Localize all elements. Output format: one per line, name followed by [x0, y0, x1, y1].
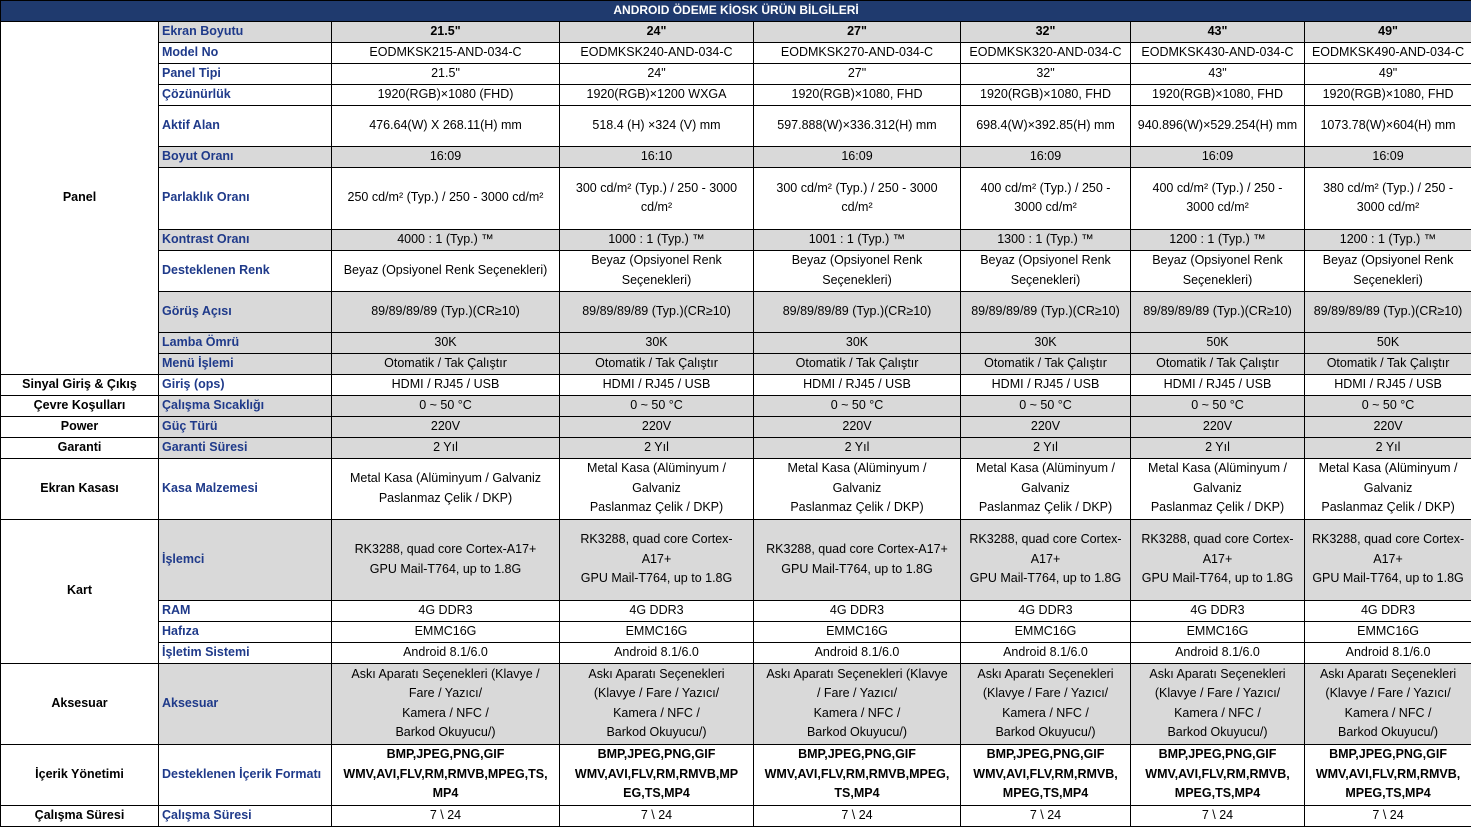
table-row [1, 374, 1471, 395]
spec-value: Otomatik / Tak Çalıştır [1305, 353, 1471, 374]
spec-value: 1200 : 1 (Typ.) ™ [1131, 229, 1305, 250]
spec-value: EODMKSK270-AND-034-C [754, 42, 961, 63]
row-label: Aksesuar [159, 663, 332, 744]
spec-value: 16:09 [754, 146, 961, 167]
spec-value: Askı Aparatı Seçenekleri (Klavye / Fare / Yazıcı/ Kamera / NFC / Barkod Okuyucu/) [754, 663, 961, 744]
spec-value: 2 Yıl [754, 437, 961, 458]
spec-value: 2 Yıl [560, 437, 754, 458]
spec-value: EMMC16G [961, 621, 1131, 642]
spec-value: 0 ~ 50 °C [560, 395, 754, 416]
spec-value: RK3288, quad core Cortex- A17+ GPU Mail-T764, up to 1.8G [1131, 519, 1305, 600]
spec-value: 4G DDR3 [1305, 600, 1471, 621]
group-warranty: Garanti [1, 437, 159, 458]
spec-value: 220V [754, 416, 961, 437]
spec-value: Otomatik / Tak Çalıştır [754, 353, 961, 374]
spec-value: 16:10 [560, 146, 754, 167]
spec-value: Android 8.1/6.0 [1131, 642, 1305, 663]
row-label: Çalışma Süresi [159, 805, 332, 826]
row-label: İşletim Sistemi [159, 642, 332, 663]
row-label: Kontrast Oranı [159, 229, 332, 250]
spec-value: Metal Kasa (Alüminyum / Galvaniz Paslanmaz Çelik / DKP) [1131, 458, 1305, 519]
spec-value: 89/89/89/89 (Typ.)(CR≥10) [1131, 291, 1305, 332]
row-label: Çözünürlük [159, 84, 332, 105]
spec-value: HDMI / RJ45 / USB [560, 374, 754, 395]
table-row [1, 437, 1471, 458]
spec-value: 0 ~ 50 °C [1305, 395, 1471, 416]
spec-value: EODMKSK490-AND-034-C [1305, 42, 1471, 63]
spec-value: EODMKSK215-AND-034-C [332, 42, 560, 63]
spec-value: Otomatik / Tak Çalıştır [560, 353, 754, 374]
spec-value: 4000 : 1 (Typ.) ™ [332, 229, 560, 250]
spec-value: RK3288, quad core Cortex-A17+ GPU Mail-T764, up to 1.8G [754, 519, 961, 600]
table-row [1, 458, 1471, 519]
table-row [1, 744, 1471, 805]
spec-value: 220V [1305, 416, 1471, 437]
row-label: RAM [159, 600, 332, 621]
spec-value: 7 \ 24 [754, 805, 961, 826]
spec-value: 89/89/89/89 (Typ.)(CR≥10) [560, 291, 754, 332]
table-row [1, 353, 1471, 374]
table-row [1, 332, 1471, 353]
spec-value: 0 ~ 50 °C [961, 395, 1131, 416]
table-row [1, 84, 1471, 105]
spec-value: 250 cd/m² (Typ.) / 250 - 3000 cd/m² [332, 167, 560, 229]
table-row [1, 621, 1471, 642]
spec-value: 1001 : 1 (Typ.) ™ [754, 229, 961, 250]
spec-value: 16:09 [332, 146, 560, 167]
spec-value: Android 8.1/6.0 [961, 642, 1131, 663]
row-label: Boyut Oranı [159, 146, 332, 167]
spec-value: Askı Aparatı Seçenekleri (Klavye / Fare / Yazıcı/ Kamera / NFC / Barkod Okuyucu/) [1305, 663, 1471, 744]
group-io: Sinyal Giriş & Çıkış [1, 374, 159, 395]
row-label: İşlemci [159, 519, 332, 600]
spec-value: BMP,JPEG,PNG,GIF WMV,AVI,FLV,RM,RMVB,MPEG,TS, MP4 [332, 744, 560, 805]
table-row [1, 105, 1471, 146]
spec-value: BMP,JPEG,PNG,GIF WMV,AVI,FLV,RM,RMVB, MPEG,TS,MP4 [1305, 744, 1471, 805]
spec-value: 400 cd/m² (Typ.) / 250 - 3000 cd/m² [1131, 167, 1305, 229]
table-row [1, 250, 1471, 291]
spec-value: 32" [961, 22, 1131, 43]
spec-value: Metal Kasa (Alüminyum / Galvaniz Paslanmaz Çelik / DKP) [560, 458, 754, 519]
spec-value: 300 cd/m² (Typ.) / 250 - 3000 cd/m² [560, 167, 754, 229]
table-row [1, 395, 1471, 416]
group-env: Çevre Koşulları [1, 395, 159, 416]
table-row [1, 416, 1471, 437]
spec-value: 1073.78(W)×604(H) mm [1305, 105, 1471, 146]
spec-value: EODMKSK240-AND-034-C [560, 42, 754, 63]
spec-value: 16:09 [961, 146, 1131, 167]
spec-value: Metal Kasa (Alüminyum / Galvaniz Paslanmaz Çelik / DKP) [961, 458, 1131, 519]
table-row [1, 642, 1471, 663]
spec-value: EODMKSK320-AND-034-C [961, 42, 1131, 63]
spec-value: 32" [961, 63, 1131, 84]
row-label: Lamba Ömrü [159, 332, 332, 353]
group-case: Ekran Kasası [1, 458, 159, 519]
spec-value: 7 \ 24 [1305, 805, 1471, 826]
table-row [1, 291, 1471, 332]
spec-value: Otomatik / Tak Çalıştır [332, 353, 560, 374]
spec-value: Android 8.1/6.0 [1305, 642, 1471, 663]
table-row [1, 663, 1471, 744]
spec-value: EMMC16G [754, 621, 961, 642]
spec-value: 24" [560, 22, 754, 43]
spec-value: 89/89/89/89 (Typ.)(CR≥10) [1305, 291, 1471, 332]
spec-value: 89/89/89/89 (Typ.)(CR≥10) [961, 291, 1131, 332]
spec-value: Otomatik / Tak Çalıştır [961, 353, 1131, 374]
spec-value: Beyaz (Opsiyonel Renk Seçenekleri) [961, 250, 1131, 291]
spec-value: BMP,JPEG,PNG,GIF WMV,AVI,FLV,RM,RMVB,MPEG, TS,MP4 [754, 744, 961, 805]
table-row [1, 229, 1471, 250]
spec-value: BMP,JPEG,PNG,GIF WMV,AVI,FLV,RM,RMVB, MPEG,TS,MP4 [1131, 744, 1305, 805]
spec-value: Otomatik / Tak Çalıştır [1131, 353, 1305, 374]
spec-value: 380 cd/m² (Typ.) / 250 - 3000 cd/m² [1305, 167, 1471, 229]
spec-value: EMMC16G [332, 621, 560, 642]
spec-value: 30K [754, 332, 961, 353]
row-label: Çalışma Sıcaklığı [159, 395, 332, 416]
spec-value: Metal Kasa (Alüminyum / Galvaniz Paslanmaz Çelik / DKP) [332, 458, 560, 519]
spec-value: 1920(RGB)×1080, FHD [1305, 84, 1471, 105]
row-label: Panel Tipi [159, 63, 332, 84]
table-row [1, 22, 1471, 43]
spec-value: 27" [754, 63, 961, 84]
row-label: Aktif Alan [159, 105, 332, 146]
spec-value: 220V [560, 416, 754, 437]
spec-value: Beyaz (Opsiyonel Renk Seçenekleri) [332, 250, 560, 291]
spec-value: Metal Kasa (Alüminyum / Galvaniz Paslanmaz Çelik / DKP) [1305, 458, 1471, 519]
group-content: İçerik Yönetimi [1, 744, 159, 805]
spec-value: 1920(RGB)×1080 (FHD) [332, 84, 560, 105]
spec-value: 1000 : 1 (Typ.) ™ [560, 229, 754, 250]
spec-value: 2 Yıl [332, 437, 560, 458]
spec-value: 476.64(W) X 268.11(H) mm [332, 105, 560, 146]
spec-value: 1920(RGB)×1080, FHD [961, 84, 1131, 105]
table-row [1, 146, 1471, 167]
spec-value: 2 Yıl [1131, 437, 1305, 458]
spec-value: 21.5" [332, 63, 560, 84]
spec-value: 30K [961, 332, 1131, 353]
row-label: Parlaklık Oranı [159, 167, 332, 229]
spec-value: 4G DDR3 [332, 600, 560, 621]
spec-value: HDMI / RJ45 / USB [961, 374, 1131, 395]
spec-value: 49" [1305, 63, 1471, 84]
spec-value: Askı Aparatı Seçenekleri (Klavye / Fare / Yazıcı/ Kamera / NFC / Barkod Okuyucu/) [560, 663, 754, 744]
spec-value: HDMI / RJ45 / USB [754, 374, 961, 395]
spec-value: EMMC16G [1131, 621, 1305, 642]
spec-value: Askı Aparatı Seçenekleri (Klavye / Fare / Yazıcı/ Kamera / NFC / Barkod Okuyucu/) [1131, 663, 1305, 744]
title-row [1, 1, 1471, 22]
spec-value: 43" [1131, 63, 1305, 84]
spec-value: 4G DDR3 [1131, 600, 1305, 621]
spec-value: RK3288, quad core Cortex- A17+ GPU Mail-T764, up to 1.8G [961, 519, 1131, 600]
spec-value: 4G DDR3 [754, 600, 961, 621]
row-label: Model No [159, 42, 332, 63]
spec-value: 43" [1131, 22, 1305, 43]
spec-value: RK3288, quad core Cortex-A17+ GPU Mail-T764, up to 1.8G [332, 519, 560, 600]
spec-value: RK3288, quad core Cortex- A17+ GPU Mail-T764, up to 1.8G [560, 519, 754, 600]
spec-value: 16:09 [1305, 146, 1471, 167]
row-label: Giriş (ops) [159, 374, 332, 395]
spec-value: 300 cd/m² (Typ.) / 250 - 3000 cd/m² [754, 167, 961, 229]
row-label: Ekran Boyutu [159, 22, 332, 43]
spec-value: 1200 : 1 (Typ.) ™ [1305, 229, 1471, 250]
spec-value: 4G DDR3 [560, 600, 754, 621]
spec-value: Askı Aparatı Seçenekleri (Klavye / Fare / Yazıcı/ Kamera / NFC / Barkod Okuyucu/) [961, 663, 1131, 744]
row-label: Kasa Malzemesi [159, 458, 332, 519]
spec-value: 1920(RGB)×1080, FHD [1131, 84, 1305, 105]
spec-value: HDMI / RJ45 / USB [1131, 374, 1305, 395]
spec-value: HDMI / RJ45 / USB [1305, 374, 1471, 395]
spec-value: 400 cd/m² (Typ.) / 250 - 3000 cd/m² [961, 167, 1131, 229]
row-label: Garanti Süresi [159, 437, 332, 458]
spec-value: 940.896(W)×529.254(H) mm [1131, 105, 1305, 146]
row-label: Hafıza [159, 621, 332, 642]
spec-value: EMMC16G [560, 621, 754, 642]
spec-value: 518.4 (H) ×324 (V) mm [560, 105, 754, 146]
spec-value: Beyaz (Opsiyonel Renk Seçenekleri) [1131, 250, 1305, 291]
row-label: Desteklenen Renk [159, 250, 332, 291]
group-runtime: Çalışma Süresi [1, 805, 159, 826]
spec-value: 30K [332, 332, 560, 353]
table-row [1, 519, 1471, 600]
spec-value: BMP,JPEG,PNG,GIF WMV,AVI,FLV,RM,RMVB, MPEG,TS,MP4 [961, 744, 1131, 805]
table-row [1, 42, 1471, 63]
spec-value: RK3288, quad core Cortex- A17+ GPU Mail-T764, up to 1.8G [1305, 519, 1471, 600]
spec-value: 698.4(W)×392.85(H) mm [961, 105, 1131, 146]
spec-value: EMMC16G [1305, 621, 1471, 642]
group-accessory: Aksesuar [1, 663, 159, 744]
spec-value: 50K [1131, 332, 1305, 353]
table-title: ANDROID ÖDEME KİOSK ÜRÜN BİLGİLERİ [1, 1, 1471, 22]
spec-value: 1920(RGB)×1080, FHD [754, 84, 961, 105]
table-row [1, 63, 1471, 84]
spec-value: 30K [560, 332, 754, 353]
group-power: Power [1, 416, 159, 437]
spec-value: 7 \ 24 [961, 805, 1131, 826]
table-row [1, 805, 1471, 826]
table-row [1, 167, 1471, 229]
spec-value: Beyaz (Opsiyonel Renk Seçenekleri) [1305, 250, 1471, 291]
spec-value: 89/89/89/89 (Typ.)(CR≥10) [754, 291, 961, 332]
spec-value: 220V [961, 416, 1131, 437]
row-label: Menü İşlemi [159, 353, 332, 374]
spec-value: 27" [754, 22, 961, 43]
row-label: Görüş Açısı [159, 291, 332, 332]
spec-value: 220V [1131, 416, 1305, 437]
spec-value: 21.5" [332, 22, 560, 43]
spec-value: 220V [332, 416, 560, 437]
spec-value: Metal Kasa (Alüminyum / Galvaniz Paslanmaz Çelik / DKP) [754, 458, 961, 519]
spec-value: 4G DDR3 [961, 600, 1131, 621]
spec-value: 0 ~ 50 °C [332, 395, 560, 416]
spec-value: 0 ~ 50 °C [1131, 395, 1305, 416]
spec-value: Android 8.1/6.0 [560, 642, 754, 663]
spec-value: 2 Yıl [961, 437, 1131, 458]
spec-value: 16:09 [1131, 146, 1305, 167]
spec-value: Android 8.1/6.0 [332, 642, 560, 663]
spec-value: BMP,JPEG,PNG,GIF WMV,AVI,FLV,RM,RMVB,MP EG,TS,MP4 [560, 744, 754, 805]
spec-value: 50K [1305, 332, 1471, 353]
spec-value: 7 \ 24 [1131, 805, 1305, 826]
spec-value: 1300 : 1 (Typ.) ™ [961, 229, 1131, 250]
table-row [1, 600, 1471, 621]
spec-value: Askı Aparatı Seçenekleri (Klavye / Fare / Yazıcı/ Kamera / NFC / Barkod Okuyucu/) [332, 663, 560, 744]
spec-value: HDMI / RJ45 / USB [332, 374, 560, 395]
row-label: Güç Türü [159, 416, 332, 437]
spec-value: 7 \ 24 [560, 805, 754, 826]
spec-value: Beyaz (Opsiyonel Renk Seçenekleri) [560, 250, 754, 291]
group-panel: Panel [1, 22, 159, 375]
spec-value: 2 Yıl [1305, 437, 1471, 458]
spec-value: EODMKSK430-AND-034-C [1131, 42, 1305, 63]
spec-value: 1920(RGB)×1200 WXGA [560, 84, 754, 105]
spec-value: 24" [560, 63, 754, 84]
spec-value: 89/89/89/89 (Typ.)(CR≥10) [332, 291, 560, 332]
spec-value: Beyaz (Opsiyonel Renk Seçenekleri) [754, 250, 961, 291]
spec-value: 597.888(W)×336.312(H) mm [754, 105, 961, 146]
group-board: Kart [1, 519, 159, 663]
spec-value: 49" [1305, 22, 1471, 43]
spec-value: Android 8.1/6.0 [754, 642, 961, 663]
row-label: Desteklenen İçerik Formatı [159, 744, 332, 805]
spec-value: 7 \ 24 [332, 805, 560, 826]
spec-value: 0 ~ 50 °C [754, 395, 961, 416]
